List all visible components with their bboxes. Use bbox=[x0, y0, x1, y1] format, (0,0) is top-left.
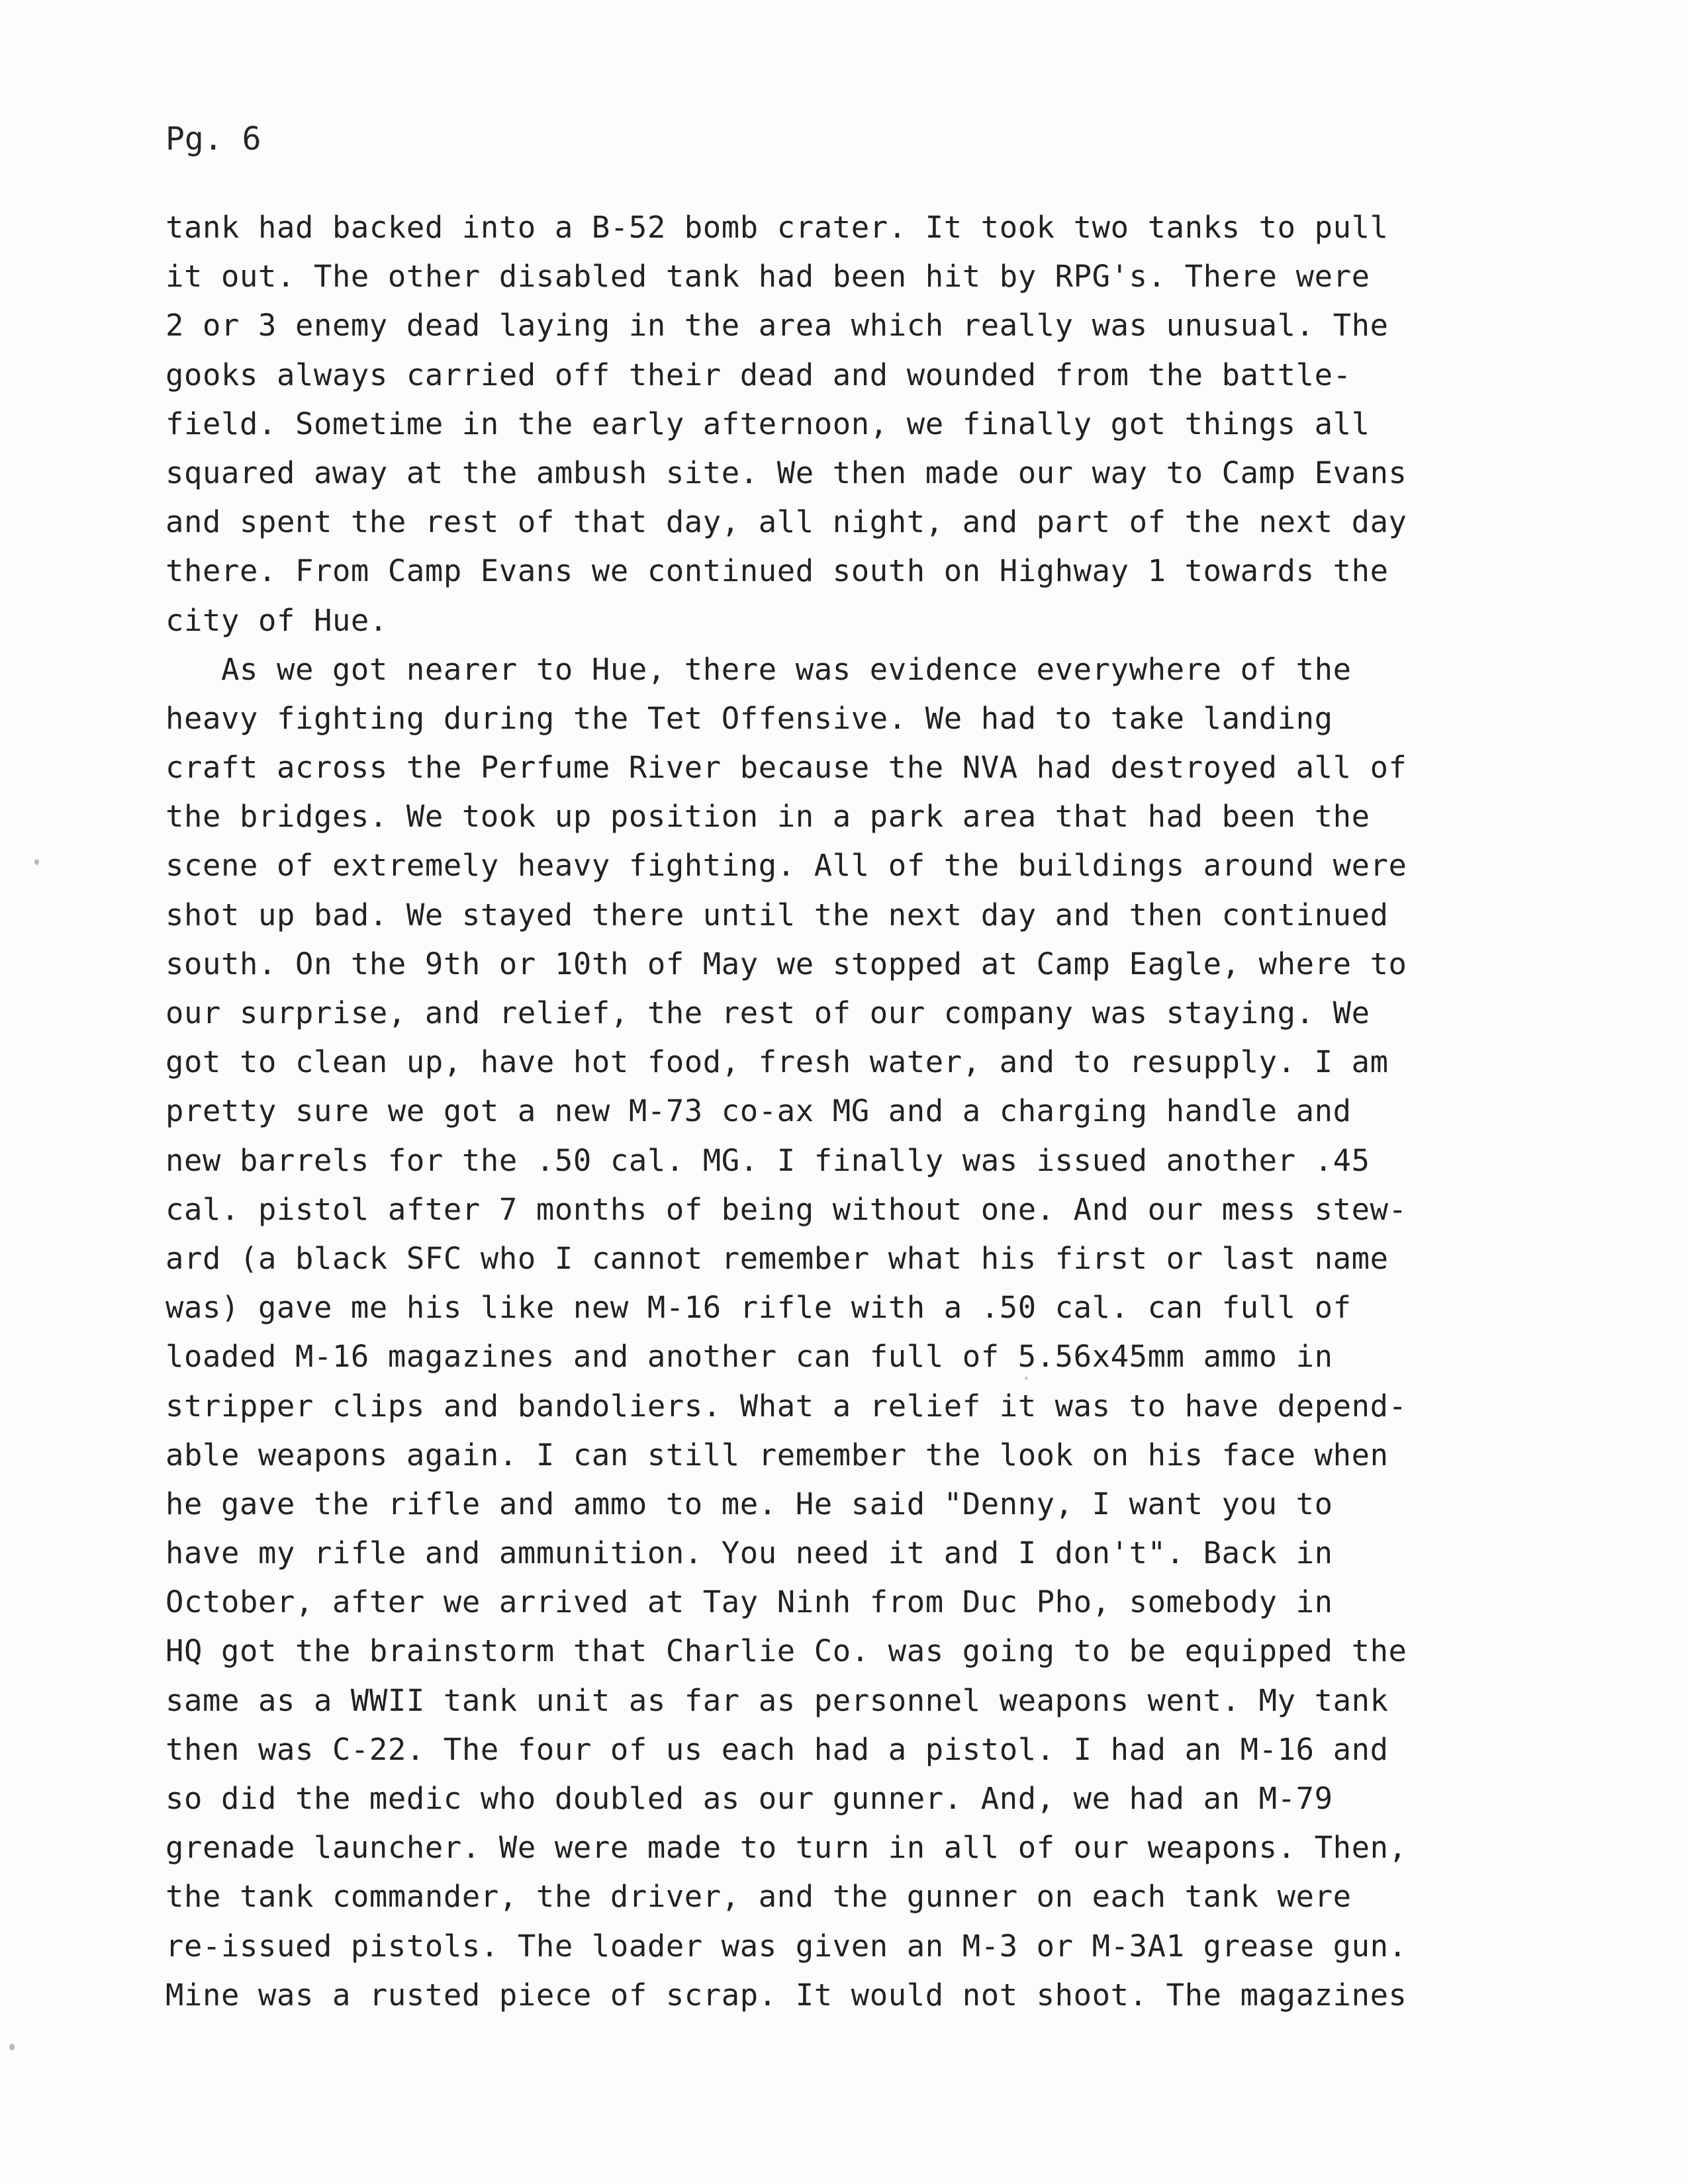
paper-speck bbox=[1025, 1377, 1028, 1380]
text-line: ard (a black SFC who I cannot remember what his first or last name bbox=[165, 1240, 1389, 1276]
text-line: October, after we arrived at Tay Ninh from Duc Pho, somebody in bbox=[165, 1584, 1333, 1620]
text-line: city of Hue. bbox=[165, 602, 388, 638]
text-line: field. Sometime in the early afternoon, we finally got things all bbox=[165, 406, 1370, 441]
text-line: Mine was a rusted piece of scrap. It would not shoot. The magazines bbox=[165, 1977, 1407, 2013]
text-line: got to clean up, have hot food, fresh water, and to resupply. I am bbox=[165, 1044, 1389, 1080]
text-line: re-issued pistols. The loader was given an M-3 or M-3A1 grease gun. bbox=[165, 1928, 1407, 1964]
text-line: have my rifle and ammunition. You need it and I don't". Back in bbox=[165, 1535, 1333, 1571]
body-text bbox=[165, 203, 1542, 2020]
text-line: tank had backed into a B-52 bomb crater. It took two tanks to pull bbox=[165, 210, 1389, 245]
text-line: heavy fighting during the Tet Offensive. We had to take landing bbox=[165, 700, 1333, 736]
paper-speck bbox=[34, 859, 39, 865]
text-line: HQ got the brainstorm that Charlie Co. was going to be equipped the bbox=[165, 1633, 1407, 1669]
text-line: squared away at the ambush site. We then made our way to Camp Evans bbox=[165, 455, 1407, 490]
text-line: he gave the rifle and ammo to me. He said "Denny, I want you to bbox=[165, 1486, 1333, 1522]
text-line: it out. The other disabled tank had been hit by RPG's. There were bbox=[165, 259, 1370, 295]
text-line: so did the medic who doubled as our gunner. And, we had an M-79 bbox=[165, 1781, 1333, 1816]
text-line: loaded M-16 magazines and another can full of 5.56x45mm ammo in bbox=[165, 1339, 1333, 1375]
text-line: and spent the rest of that day, all night, and part of the next day bbox=[165, 504, 1407, 540]
paper-speck bbox=[9, 2044, 15, 2050]
text-line: the tank commander, the driver, and the gunner on each tank were bbox=[165, 1879, 1352, 1915]
text-line: grenade launcher. We were made to turn in all of our weapons. Then, bbox=[165, 1830, 1407, 1866]
text-line: gooks always carried off their dead and wounded from the battle- bbox=[165, 357, 1352, 392]
text-line: pretty sure we got a new M-73 co-ax MG and a charging handle and bbox=[165, 1093, 1352, 1129]
text-line: cal. pistol after 7 months of being without one. And our mess stew- bbox=[165, 1191, 1407, 1227]
text-line: 2 or 3 enemy dead laying in the area which really was unusual. The bbox=[165, 308, 1389, 343]
text-line: As we got nearer to Hue, there was evidence everywhere of the bbox=[165, 651, 1352, 687]
text-line: was) gave me his like new M-16 rifle with a .50 cal. can full of bbox=[165, 1290, 1352, 1326]
text-line: there. From Camp Evans we continued south on Highway 1 towards the bbox=[165, 553, 1389, 589]
text-line: the bridges. We took up position in a park area that had been the bbox=[165, 799, 1370, 835]
text-line: same as a WWII tank unit as far as personnel weapons went. My tank bbox=[165, 1682, 1389, 1718]
text-line: then was C-22. The four of us each had a pistol. I had an M-16 and bbox=[165, 1731, 1389, 1767]
text-line: south. On the 9th or 10th of May we stopped at Camp Eagle, where to bbox=[165, 946, 1407, 981]
text-line: scene of extremely heavy fighting. All of the buildings around were bbox=[165, 848, 1407, 884]
text-line: shot up bad. We stayed there until the next day and then continued bbox=[165, 897, 1389, 933]
text-line: craft across the Perfume River because the NVA had destroyed all of bbox=[165, 750, 1407, 786]
text-line: able weapons again. I can still remember the look on his face when bbox=[165, 1437, 1389, 1473]
text-line: new barrels for the .50 cal. MG. I finally was issued another .45 bbox=[165, 1142, 1370, 1178]
text-line: our surprise, and relief, the rest of our company was staying. We bbox=[165, 995, 1370, 1030]
page-number: Pg. 6 bbox=[165, 120, 261, 158]
text-line: stripper clips and bandoliers. What a relief it was to have depend- bbox=[165, 1388, 1407, 1424]
